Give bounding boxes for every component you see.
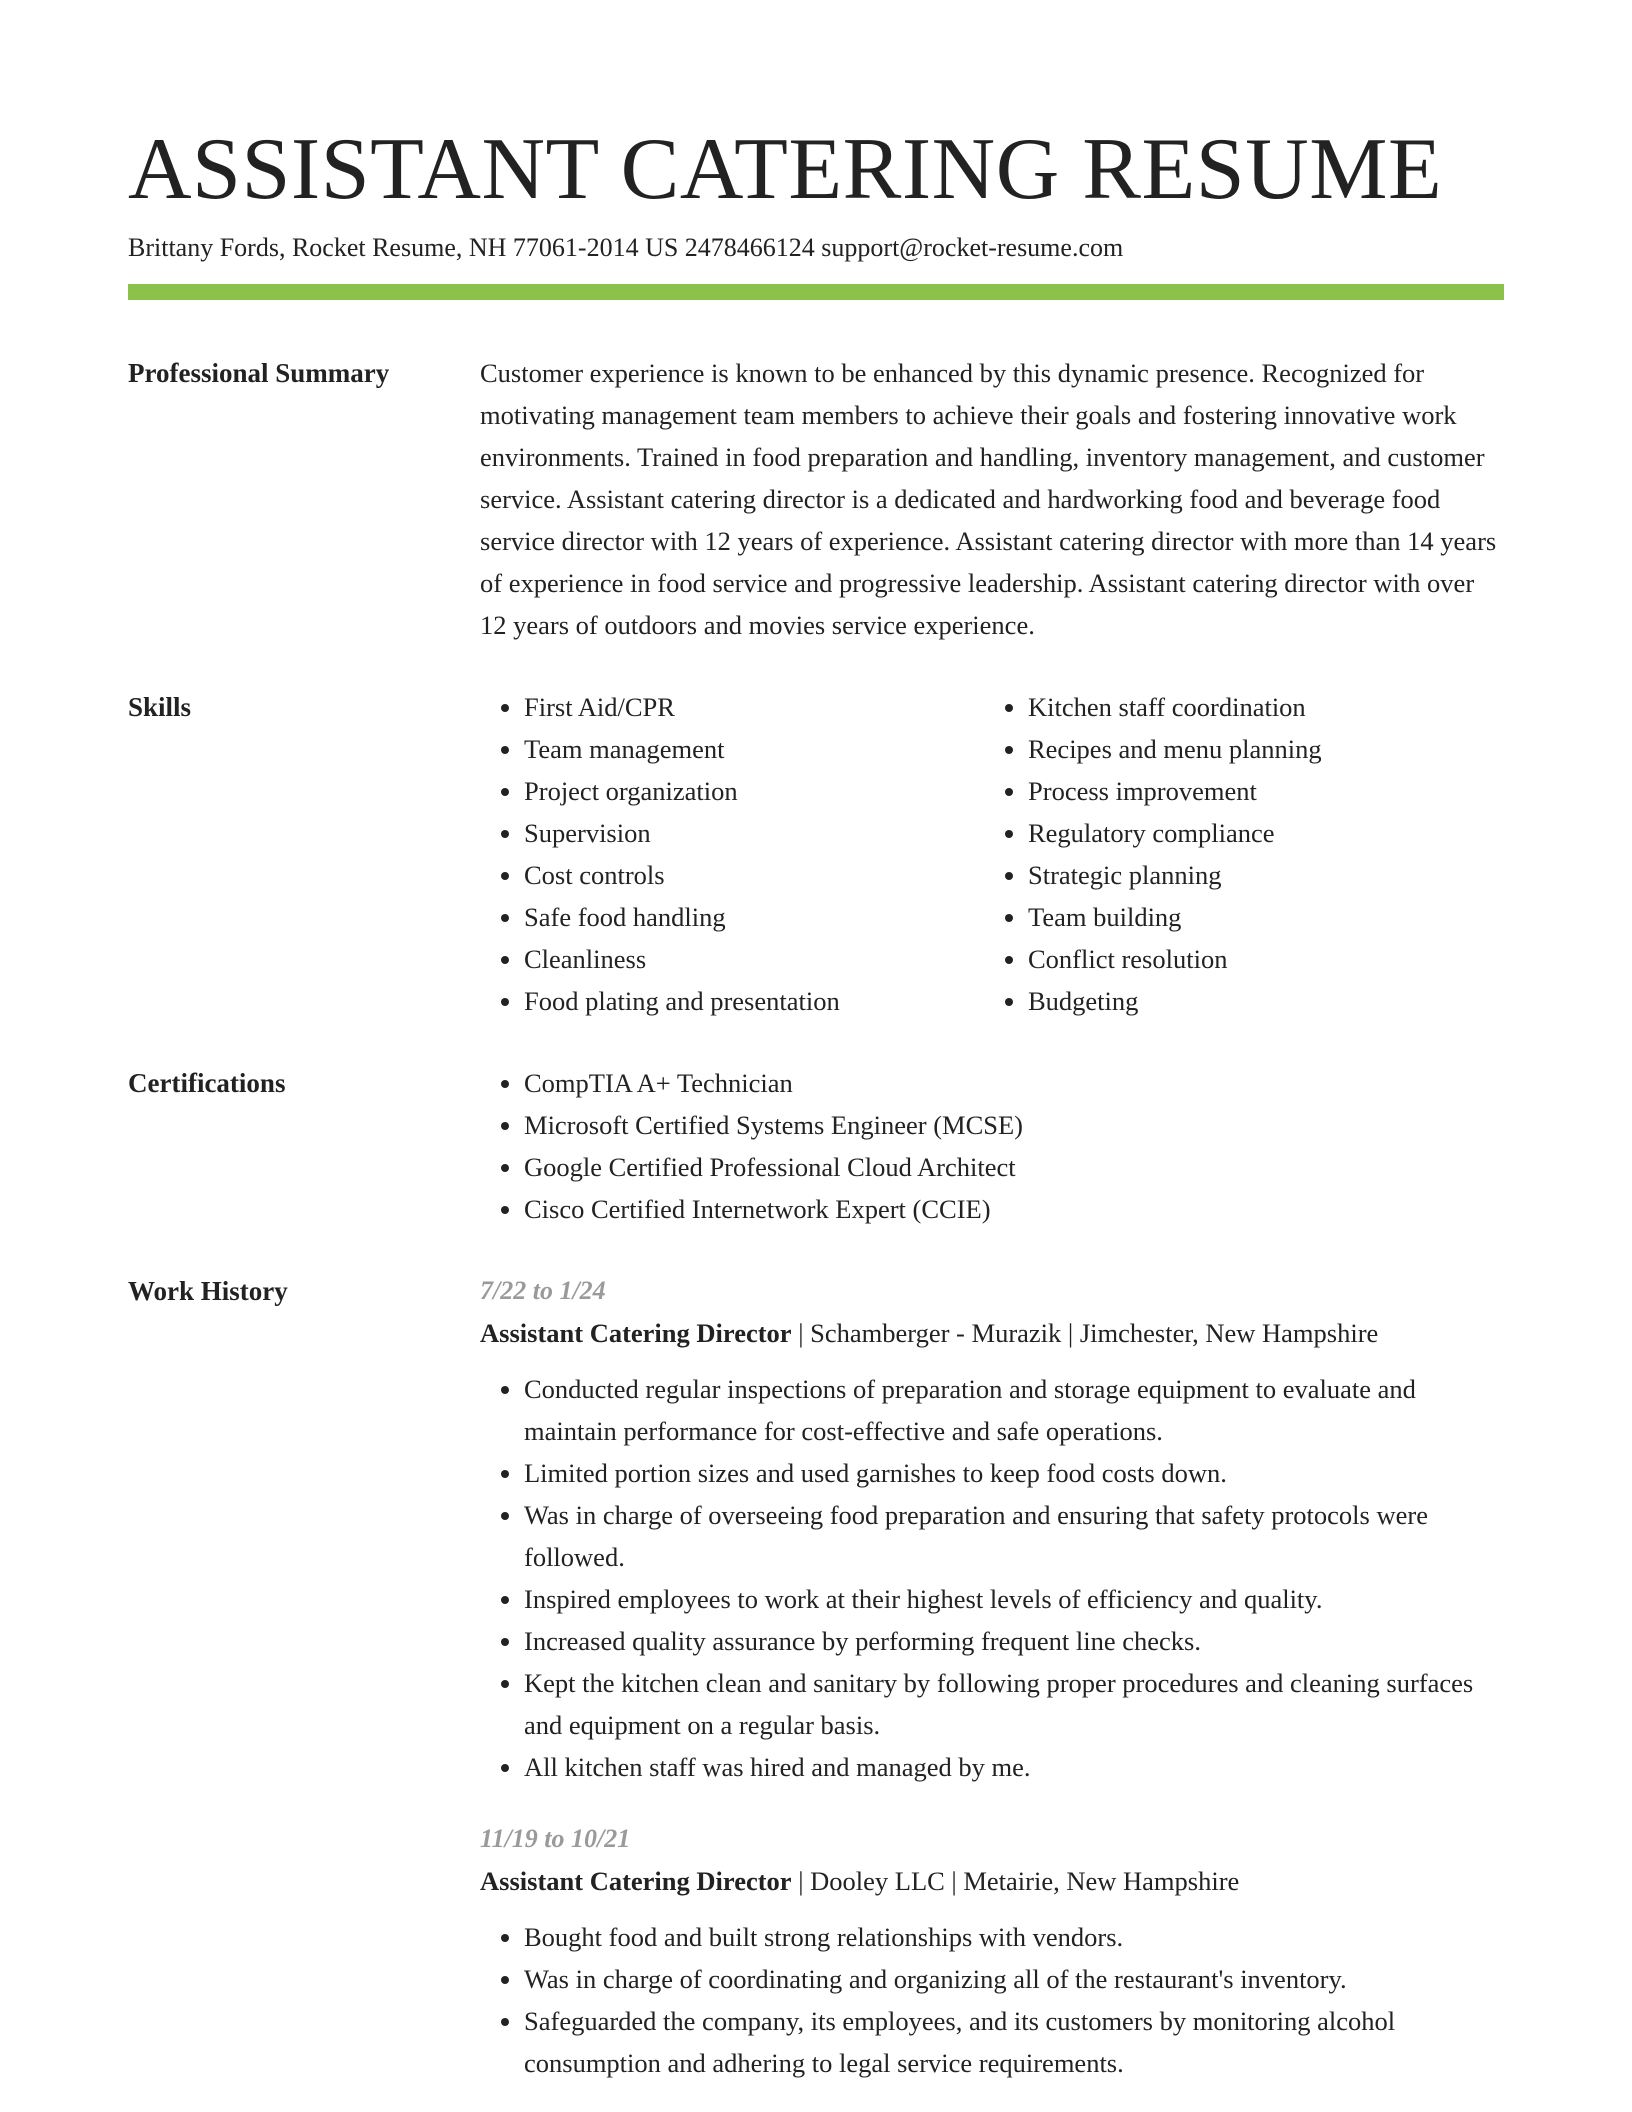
job-bullets: [480, 1368, 1504, 1788]
skill-item: • Team management: [524, 728, 984, 770]
job-heading: [480, 1860, 1504, 1902]
summary-text: Customer experience is known to be enhanced by this dynamic presence. Recognized for motivating management team members to achieve their goals and fostering innovative work environments. Trained in food preparation and handling, inventory management, and customer service. Assistant catering director is a dedicated and hardworking food and beverage food service director with 12 years of experience. Assistant catering director with more than 14 years of experience in food service and progressive leadership. Assistant catering director with over 12 years of outdoors and movies service experience.: [480, 358, 1497, 640]
skill-item: • Food plating and presentation: [524, 980, 984, 1022]
section-label-work-history: Work History: [128, 1276, 288, 1306]
job-dates: 11/19 to 10/21: [480, 1824, 631, 1853]
job-bullet: • Inspired employees to work at their highest levels of efficiency and quality.: [524, 1578, 1504, 1620]
job-bullet: • Conducted regular inspections of preparation and storage equipment to evaluate and maintain performance for cost-effective and safe operations.: [524, 1368, 1504, 1452]
section-label-summary: Professional Summary: [128, 358, 390, 388]
header-divider: [128, 284, 1504, 300]
skills-list-left: [480, 686, 984, 1022]
job-bullet: • Safeguarded the company, its employees, and its customers by monitoring alcohol consumption and adhering to legal service requirements.: [524, 2000, 1504, 2084]
skill-item: • Safe food handling: [524, 896, 984, 938]
skill-item: • Conflict resolution: [1028, 938, 1488, 980]
job-entry: [480, 1818, 1504, 2084]
job-employer-location: | Schamberger - Murazik | Jimchester, New Hampshire: [791, 1318, 1379, 1348]
skill-item: • Recipes and menu planning: [1028, 728, 1488, 770]
job-heading: [480, 1312, 1504, 1354]
certification-item: • CompTIA A+ Technician: [524, 1062, 1504, 1104]
summary-section: [128, 352, 1504, 646]
skill-item: • Strategic planning: [1028, 854, 1488, 896]
job-bullet: • Was in charge of overseeing food preparation and ensuring that safety protocols were followed.: [524, 1494, 1504, 1578]
skill-item: • Cost controls: [524, 854, 984, 896]
job-bullet: • Limited portion sizes and used garnishes to keep food costs down.: [524, 1452, 1504, 1494]
section-label-certifications: Certifications: [128, 1068, 286, 1098]
certifications-list: [480, 1062, 1504, 1230]
certification-item: • Cisco Certified Internetwork Expert (CCIE): [524, 1188, 1504, 1230]
skill-item: • Kitchen staff coordination: [1028, 686, 1488, 728]
resume-title: ASSISTANT CATERING RESUME: [128, 121, 1443, 218]
job-bullet: • Was in charge of coordinating and organizing all of the restaurant's inventory.: [524, 1958, 1504, 2000]
skill-item: • Team building: [1028, 896, 1488, 938]
work-history-section: [128, 1270, 1504, 2084]
job-bullet: • Bought food and built strong relationships with vendors.: [524, 1916, 1504, 1958]
job-bullet: • Kept the kitchen clean and sanitary by following proper procedures and cleaning surfaces and equipment on a regular basis.: [524, 1662, 1504, 1746]
skill-item: • Budgeting: [1028, 980, 1488, 1022]
skill-item: • Supervision: [524, 812, 984, 854]
job-bullet: • Increased quality assurance by performing frequent line checks.: [524, 1620, 1504, 1662]
section-label-skills: Skills: [128, 692, 192, 722]
job-role: Assistant Catering Director: [480, 1318, 792, 1348]
certification-item: • Microsoft Certified Systems Engineer (MCSE): [524, 1104, 1504, 1146]
certifications-section: [128, 1062, 1504, 1230]
skill-item: • Cleanliness: [524, 938, 984, 980]
skill-item: • Process improvement: [1028, 770, 1488, 812]
skill-item: • First Aid/CPR: [524, 686, 984, 728]
job-bullets: [480, 1916, 1504, 2084]
job-bullet: • All kitchen staff was hired and managed by me.: [524, 1746, 1504, 1788]
certification-item: • Google Certified Professional Cloud Architect: [524, 1146, 1504, 1188]
skills-section: [128, 686, 1504, 1022]
skill-item: • Project organization: [524, 770, 984, 812]
skills-list-right: [984, 686, 1488, 1022]
job-dates: 7/22 to 1/24: [480, 1276, 606, 1305]
resume-page: [128, 120, 1504, 2084]
contact-line: Brittany Fords, Rocket Resume, NH 77061-2014 US 2478466124 support@rocket-resume.com: [128, 233, 1124, 262]
skill-item: • Regulatory compliance: [1028, 812, 1488, 854]
job-role: Assistant Catering Director: [480, 1866, 792, 1896]
job-employer-location: | Dooley LLC | Metairie, New Hampshire: [791, 1866, 1240, 1896]
job-entry: [480, 1270, 1504, 1788]
